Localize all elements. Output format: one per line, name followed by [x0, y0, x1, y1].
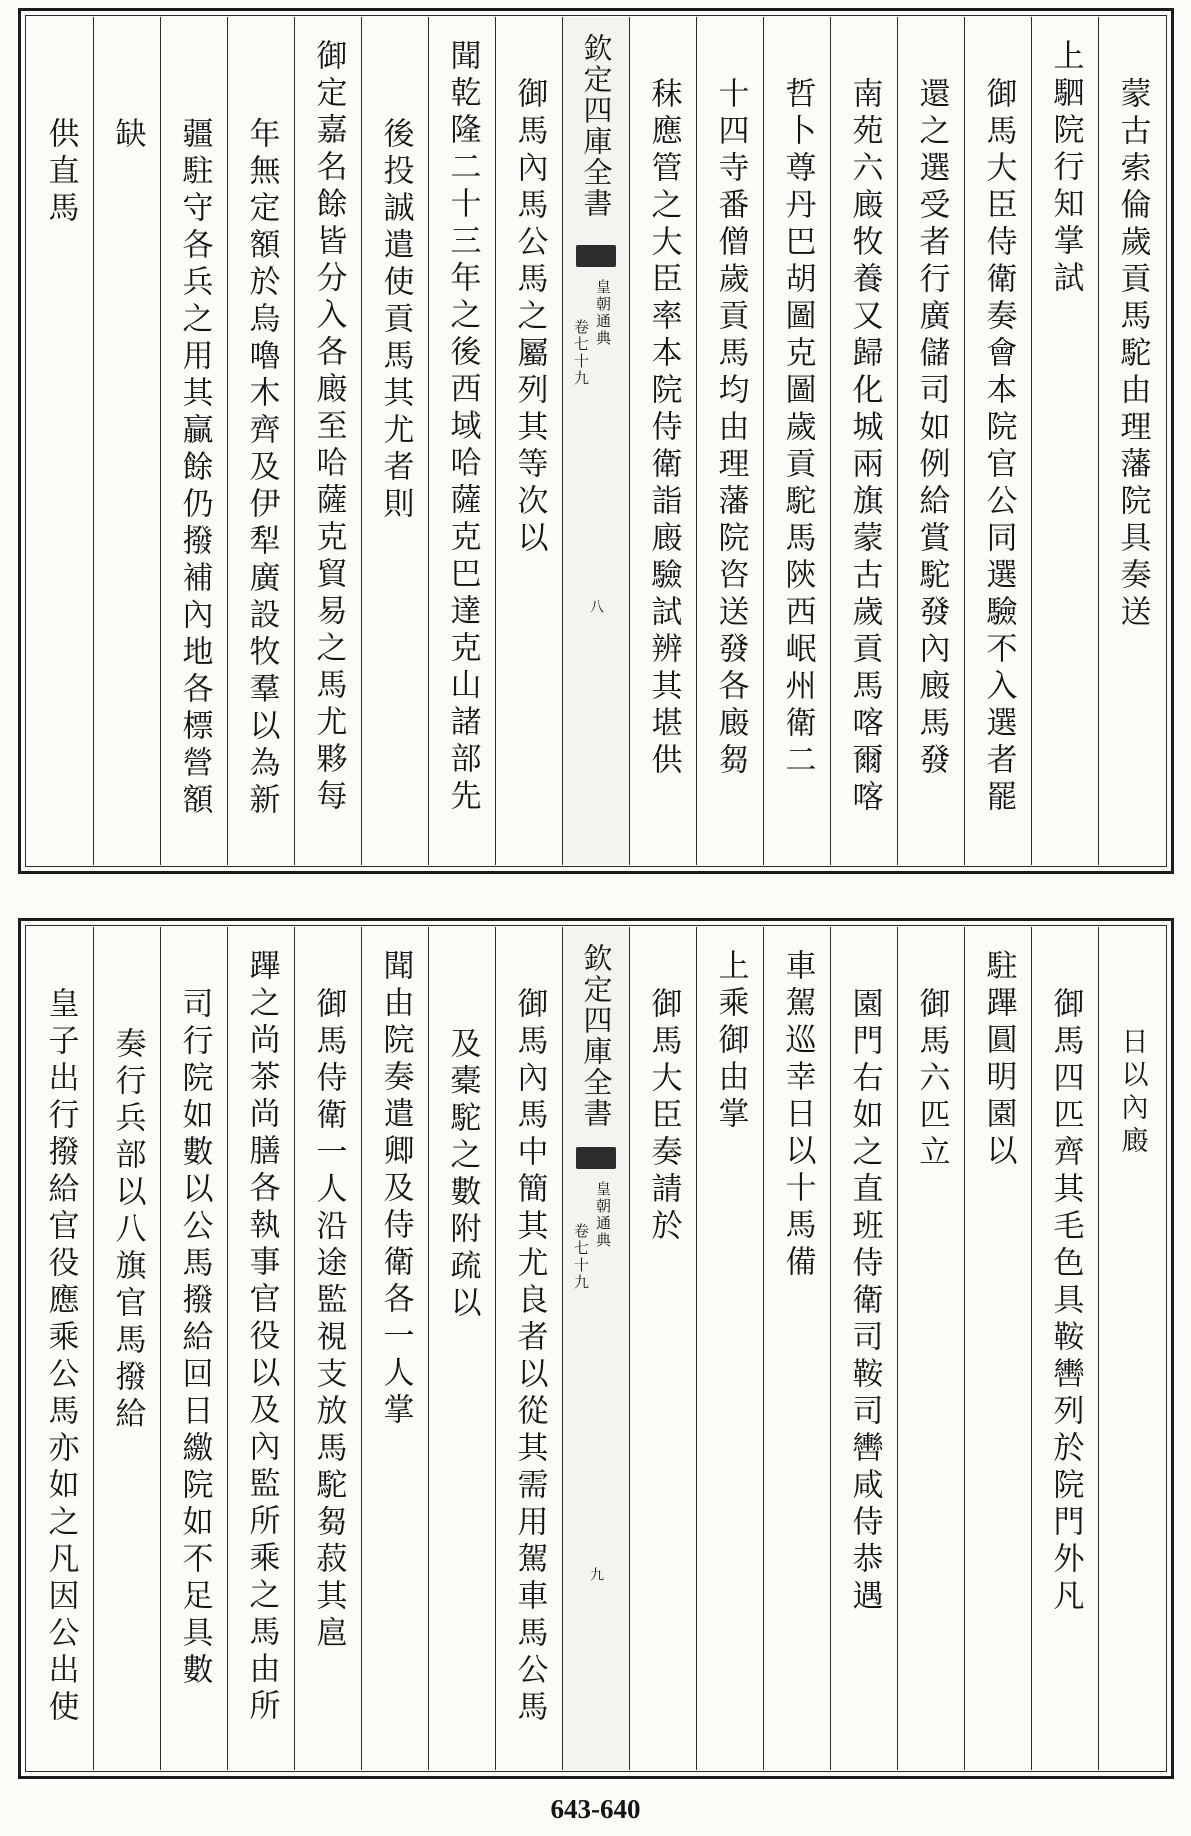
- text-column: 供直馬: [42, 117, 79, 228]
- upper-column: [830, 17, 897, 865]
- upper-column-grid: [27, 17, 1165, 865]
- text-column: 缺: [109, 117, 146, 154]
- sub-title: 皇朝通典: [594, 279, 612, 347]
- text-column: 御馬六匹立: [913, 987, 950, 1172]
- text-column: 秣應管之大臣率本院侍衛詣廄驗試辨其堪供: [645, 77, 682, 780]
- lower-column: [696, 927, 763, 1770]
- lower-column: [27, 927, 93, 1770]
- text-column: 還之選受者行廣儲司如例給賞駝發內廄馬發: [913, 77, 950, 780]
- footer-page-code: 643-640: [550, 1794, 641, 1824]
- text-column: 皇子出行撥給官役應乘公馬亦如之凡因公出使: [42, 987, 79, 1727]
- text-column: 十四寺番僧歲貢馬均由理藩院咨送發各廄芻: [712, 77, 749, 780]
- upper-column: [428, 17, 495, 865]
- page-number: 九: [588, 1567, 604, 1581]
- upper-column: [763, 17, 830, 865]
- text-column: 年無定額於烏嚕木齊及伊犁廣設牧羣以為新: [243, 117, 280, 820]
- text-column: 御馬大臣奏請於: [645, 987, 682, 1246]
- text-column: 司行院如數以公馬撥給回日繳院如不足具數: [176, 987, 213, 1690]
- lower-column: [361, 927, 428, 1770]
- seal-mark: [576, 245, 616, 267]
- text-column: 蒙古索倫歲貢馬駝由理藩院具奏送: [1114, 77, 1151, 632]
- upper-column: [1098, 17, 1165, 865]
- lower-column: [160, 927, 227, 1770]
- text-column: 御馬內馬中簡其尤良者以從其需用駕車馬公馬: [511, 987, 548, 1727]
- upper-column: [294, 17, 361, 865]
- lower-column: [495, 927, 562, 1770]
- upper-column: [361, 17, 428, 865]
- volume-label: 卷七十九: [572, 1223, 590, 1291]
- text-column: 上駟院行知掌試: [1047, 39, 1084, 298]
- text-column: 南苑六廄牧養又歸化城兩旗蒙古歲貢馬喀爾喀: [846, 77, 883, 817]
- upper-column: [964, 17, 1031, 865]
- lower-page: [18, 918, 1174, 1779]
- lower-column: [93, 927, 160, 1770]
- page-number: 八: [588, 599, 604, 613]
- upper-column: [897, 17, 964, 865]
- text-column: 及橐駝之數附疏以: [444, 1027, 481, 1323]
- text-column: 御馬四匹齊其毛色具鞍轡列於院門外凡: [1047, 987, 1084, 1616]
- upper-column: [93, 17, 160, 865]
- seal-mark: [576, 1147, 616, 1169]
- text-column: 上乘御由掌: [712, 949, 749, 1134]
- lower-column: [1098, 927, 1165, 1770]
- lower-column: [897, 927, 964, 1770]
- lower-column: [1031, 927, 1098, 1770]
- upper-center-fold: [562, 17, 629, 865]
- text-column: 駐蹕圓明園以: [980, 949, 1017, 1171]
- text-column: 御馬內馬公馬之屬列其等次以: [511, 77, 548, 558]
- lower-column: [227, 927, 294, 1770]
- text-column: 聞乾隆二十三年之後西域哈薩克巴達克山諸部先: [444, 39, 481, 816]
- text-column: 奏行兵部以八旗官馬撥給: [109, 1027, 146, 1434]
- text-column: 車駕巡幸日以十馬備: [779, 949, 816, 1282]
- text-column: 後投誠遣使貢馬其尤者則: [377, 117, 414, 524]
- lower-column: [964, 927, 1031, 1770]
- text-column: 哲卜尊丹巴胡圖克圖歲貢駝馬陝西岷州衛二: [779, 77, 816, 780]
- text-column: 疆駐守各兵之用其贏餘仍撥補內地各標營額: [176, 117, 213, 820]
- lower-column: [830, 927, 897, 1770]
- lower-column: [629, 927, 696, 1770]
- text-column: 御馬大臣侍衛奏會本院官公同選驗不入選者罷: [980, 77, 1017, 817]
- book-title: 欽定四庫全書: [579, 33, 614, 219]
- lower-column: [763, 927, 830, 1770]
- upper-page: [18, 8, 1174, 874]
- lower-center-fold: [562, 927, 629, 1770]
- text-column: 日以內廄: [1116, 1027, 1148, 1159]
- lower-column: [428, 927, 495, 1770]
- upper-column: [696, 17, 763, 865]
- upper-column: [27, 17, 93, 865]
- upper-column: [629, 17, 696, 865]
- sub-title: 皇朝通典: [594, 1181, 612, 1249]
- text-column: 蹕之尚茶尚膳各執事官役以及內監所乘之馬由所: [243, 949, 280, 1726]
- text-column: 御馬侍衛一人沿途監視支放馬駝芻菽其扈: [310, 987, 347, 1653]
- upper-column: [1031, 17, 1098, 865]
- lower-column: [294, 927, 361, 1770]
- text-column: 園門右如之直班侍衛司鞍司轡咸侍恭遇: [846, 987, 883, 1616]
- text-column: 聞由院奏遣卿及侍衛各一人掌: [377, 949, 414, 1430]
- upper-column: [495, 17, 562, 865]
- volume-label: 卷七十九: [572, 319, 590, 387]
- lower-column-grid: [27, 927, 1165, 1770]
- upper-column: [227, 17, 294, 865]
- text-column: 御定嘉名餘皆分入各廄至哈薩克貿易之馬尤夥每: [310, 39, 347, 816]
- book-title: 欽定四庫全書: [579, 943, 614, 1129]
- upper-column: [160, 17, 227, 865]
